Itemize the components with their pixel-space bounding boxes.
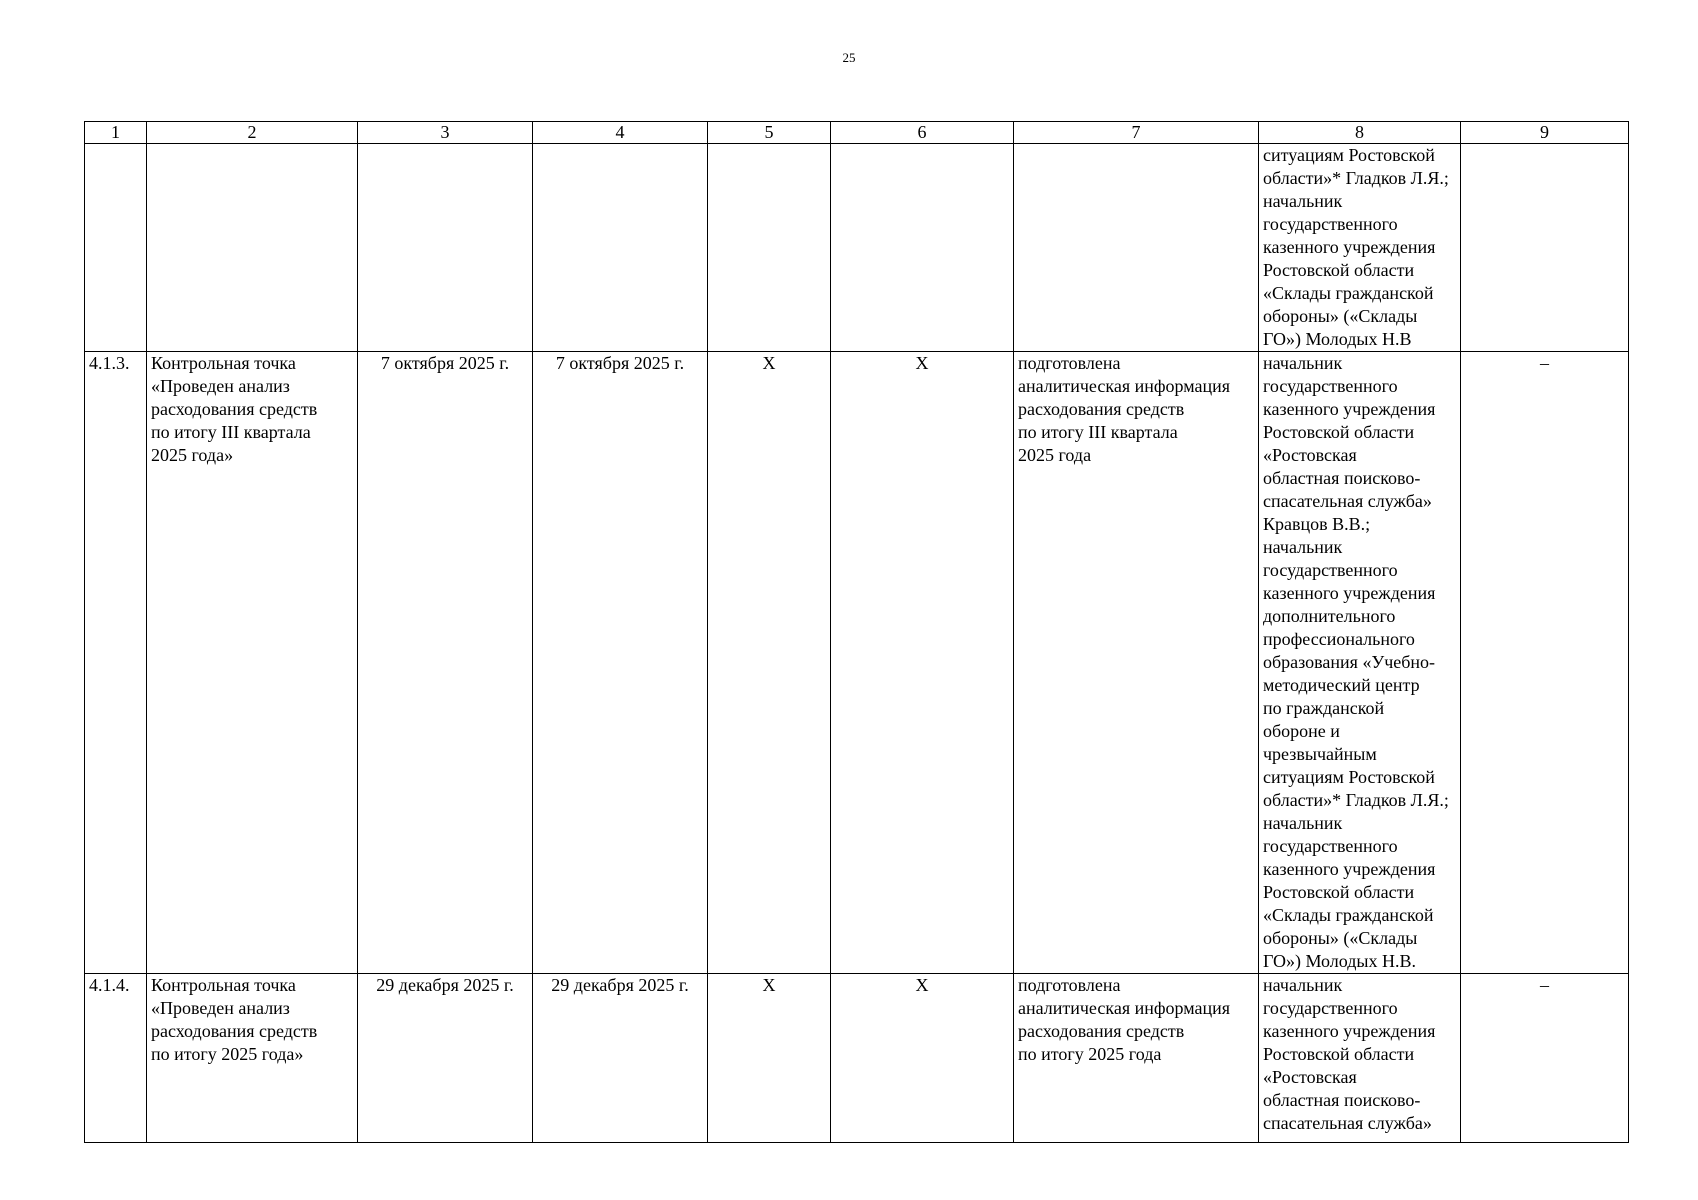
header-cell-2: 2 — [147, 122, 358, 144]
cell-name: Контрольная точка «Проведен анализ расходования средств по итогу 2025 года» — [147, 974, 358, 1143]
header-cell-8: 8 — [1259, 122, 1461, 144]
cell-number: 4.1.4. — [85, 974, 147, 1143]
cell-end-date — [533, 144, 708, 352]
table-row-4-1-3 — [85, 352, 1629, 974]
cell-responsible: начальник государственного казенного учреждения Ростовской области «Ростовская областная поисково- спасательная служба» — [1259, 974, 1461, 1143]
cell-col6: X — [831, 352, 1014, 974]
table-header-row — [85, 122, 1629, 144]
cell-col5 — [708, 144, 831, 352]
table-row-continuation — [85, 144, 1629, 352]
cell-col9: – — [1461, 974, 1629, 1143]
header-cell-1: 1 — [85, 122, 147, 144]
header-cell-5: 5 — [708, 122, 831, 144]
header-cell-4: 4 — [533, 122, 708, 144]
table-row-4-1-4 — [85, 974, 1629, 1143]
cell-start-date: 7 октября 2025 г. — [358, 352, 533, 974]
cell-col6: X — [831, 974, 1014, 1143]
page-number: 25 — [842, 50, 856, 65]
cell-start-date: 29 декабря 2025 г. — [358, 974, 533, 1143]
cell-start-date — [358, 144, 533, 352]
cell-col9: – — [1461, 352, 1629, 974]
cell-name: Контрольная точка «Проведен анализ расходования средств по итогу III квартала 2025 года» — [147, 352, 358, 974]
cell-col9 — [1461, 144, 1629, 352]
header-cell-7: 7 — [1014, 122, 1259, 144]
header-cell-6: 6 — [831, 122, 1014, 144]
cell-end-date: 29 декабря 2025 г. — [533, 974, 708, 1143]
cell-col5: X — [708, 352, 831, 974]
cell-col5: X — [708, 974, 831, 1143]
cell-name — [147, 144, 358, 352]
cell-number: 4.1.3. — [85, 352, 147, 974]
header-cell-3: 3 — [358, 122, 533, 144]
cell-responsible: ситуациям Ростовской области»* Гладков Л.Я.; начальник государственного казенного учреждения Ростовской области «Склады гражданской обороны» («Склады ГО») Молодых Н.В — [1259, 144, 1461, 352]
cell-number — [85, 144, 147, 352]
cell-col6 — [831, 144, 1014, 352]
plan-table — [84, 121, 1629, 1143]
cell-result: подготовлена аналитическая информация расходования средств по итогу 2025 года — [1014, 974, 1259, 1143]
cell-result — [1014, 144, 1259, 352]
cell-end-date: 7 октября 2025 г. — [533, 352, 708, 974]
cell-result: подготовлена аналитическая информация расходования средств по итогу III квартала 2025 года — [1014, 352, 1259, 974]
cell-responsible: начальник государственного казенного учреждения Ростовской области «Ростовская областная поисково- спасательная служба» Кравцов В.В.; начальник государственного казенного учреждения дополнительного профессионального образования «Учебно- методический центр по гражданской обороне и чрезвычайным ситуациям Ростовской области»* Гладков Л.Я.; начальник государственного казенного учреждения Ростовской области «Склады гражданской обороны» («Склады ГО») Молодых Н.В. — [1259, 352, 1461, 974]
header-cell-9: 9 — [1461, 122, 1629, 144]
